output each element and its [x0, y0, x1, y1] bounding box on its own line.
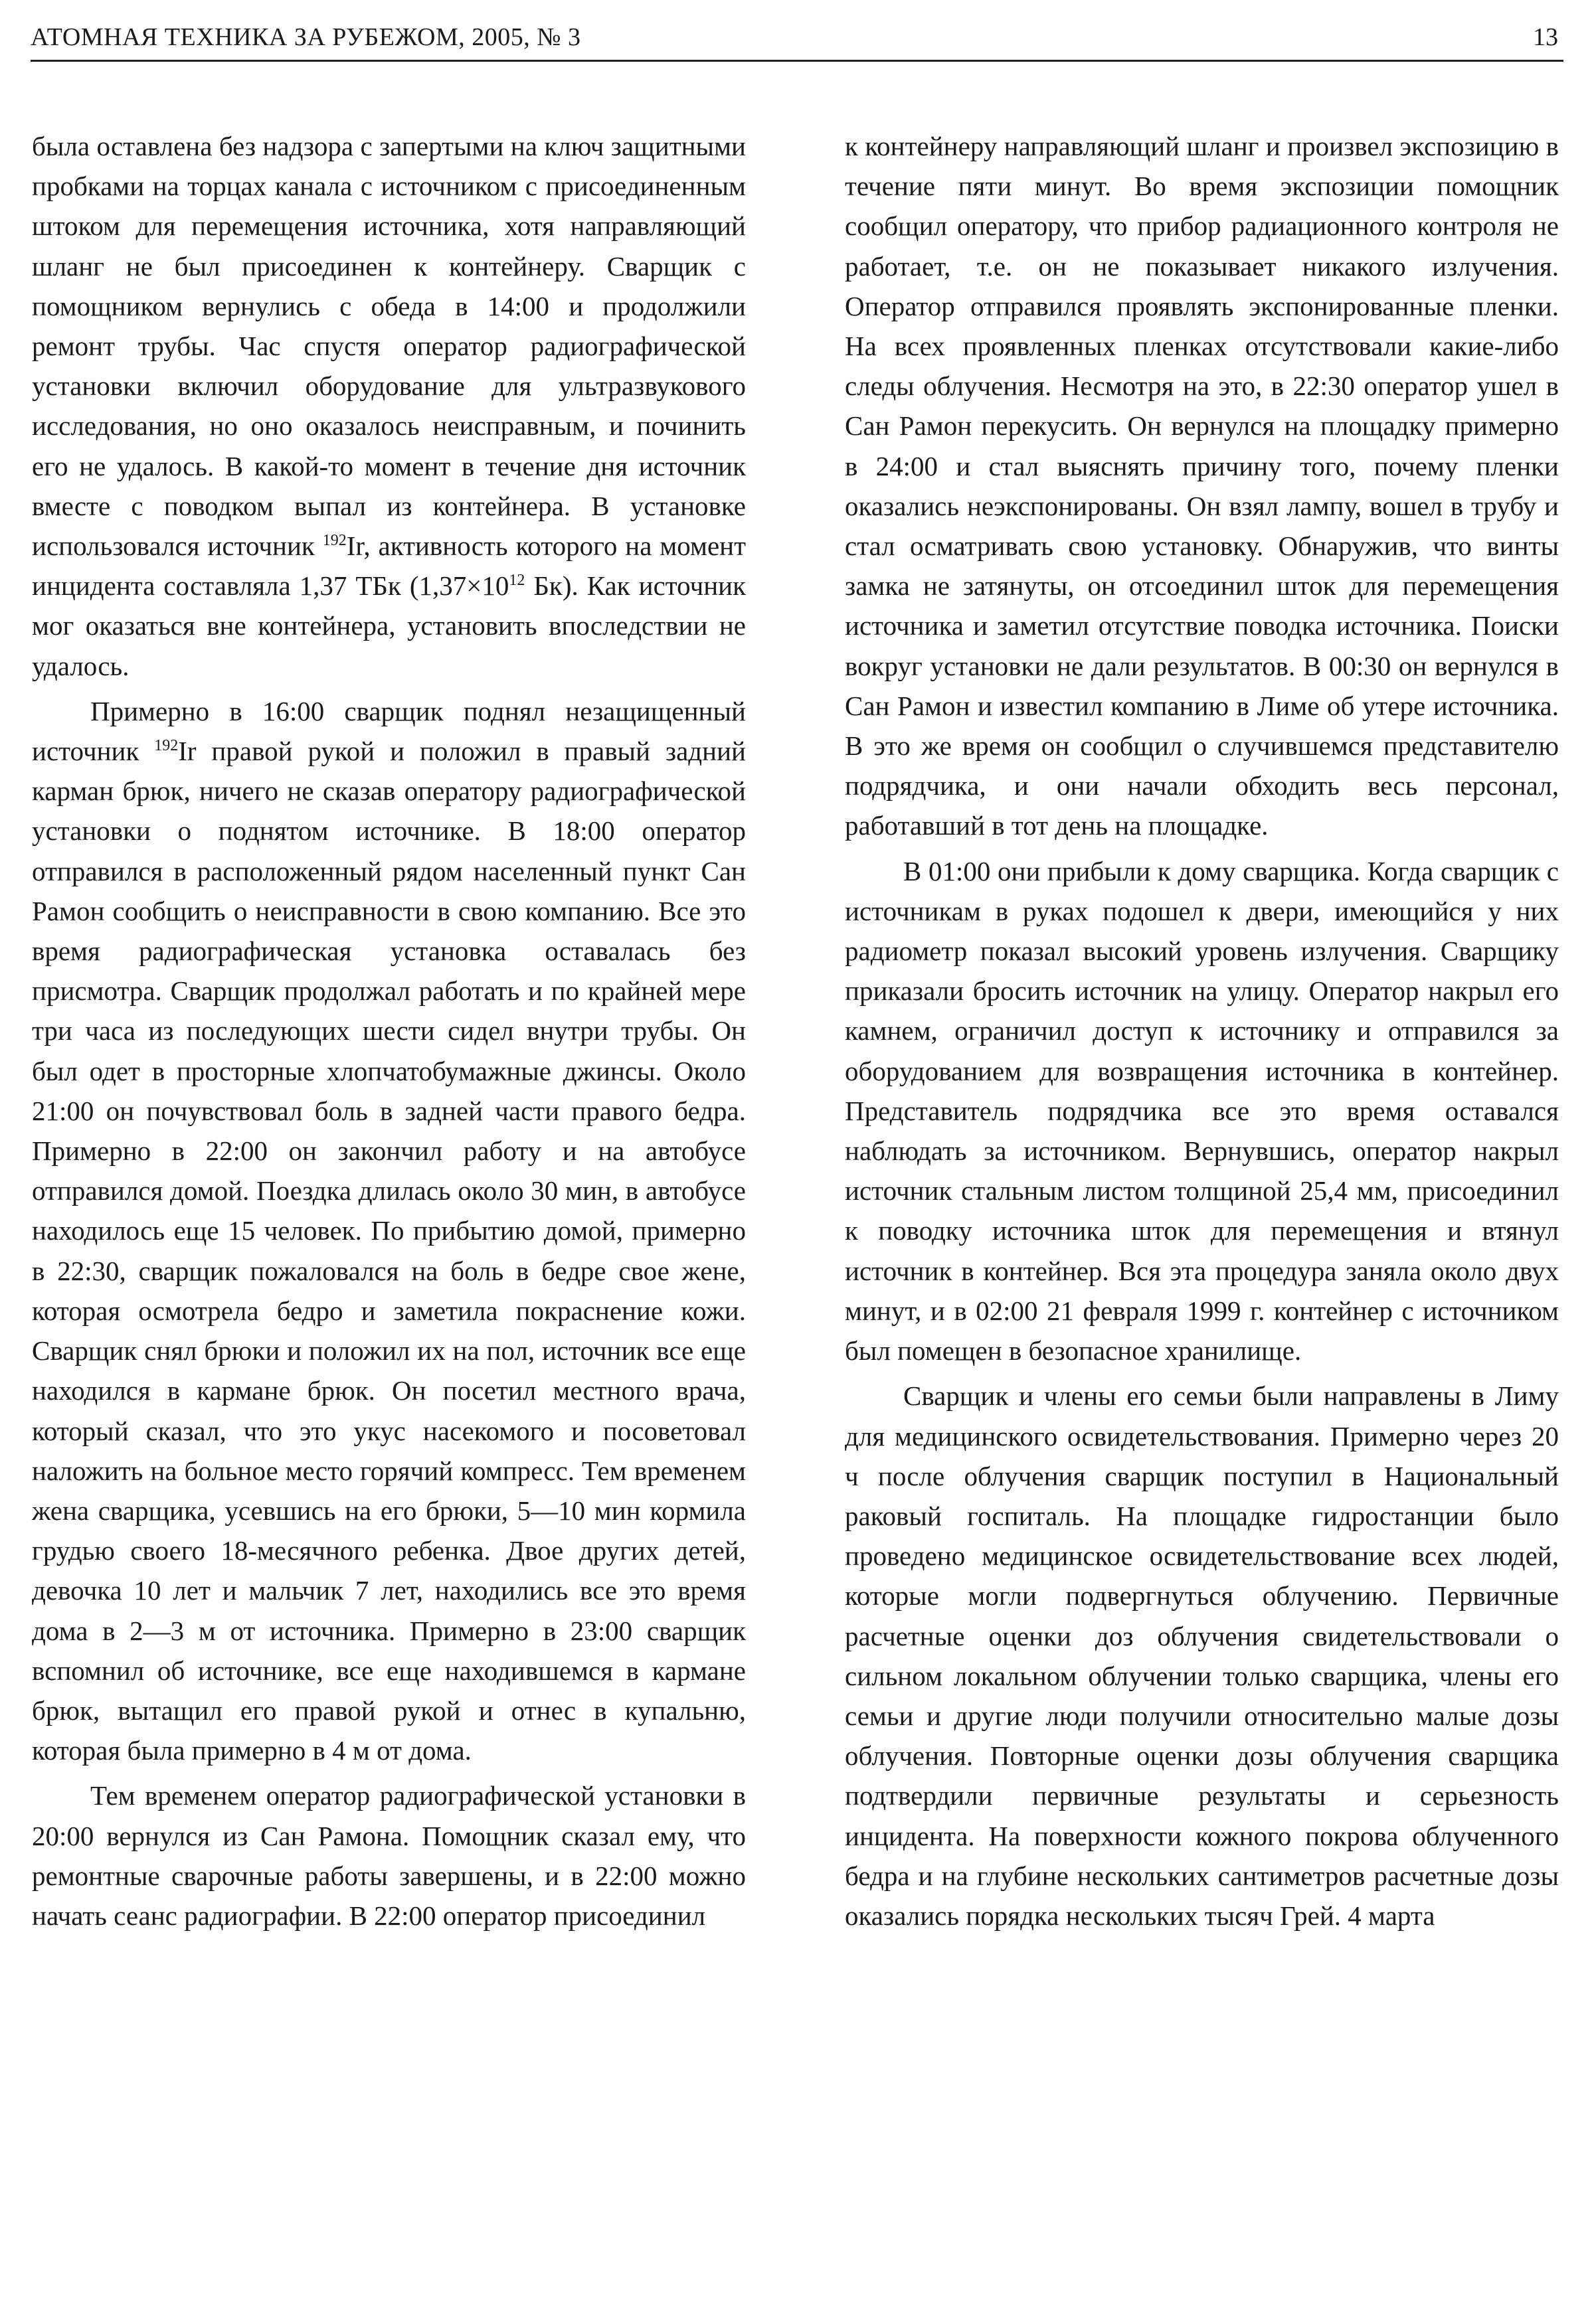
running-title: АТОМНАЯ ТЕХНИКА ЗА РУБЕЖОМ, 2005, № 3: [31, 23, 581, 51]
right-column: [845, 126, 1559, 2291]
paragraph: к контейнеру направляющий шланг и произвел экспозицию в течение пяти минут. Во время экспозиции помощник сообщил оператору, что прибор радиационного контроля не работает, т.е. он не показывает никакого излучения. Оператор отправился проявлять экспонированные пленки. На всех проявленных пленках отсутствовали какие-либо следы облучения. Несмотря на это, в 22:30 оператор ушел в Сан Рамон перекусить. Он вернулся на площадку примерно в 24:00 и стал выяснять причину того, почему пленки оказались неэкспонированы. Он взял лампу, вошел в трубу и стал осматривать свою установку. Обнаружив, что винты замка не затянуты, он отсоединил шток для перемещения источника и заметил отсутствие поводка источника. Поиски вокруг установки не дали результатов. В 00:30 он вернулся в Сан Рамон и известил компанию в Лиме об утере источника. В это же время он сообщил о случившемся представителю подрядчика, и они начали обходить весь персонал, работавший в тот день на площадке.: [845, 131, 1559, 841]
isotope-mass-number: 192: [154, 737, 179, 755]
paragraph: [32, 126, 746, 686]
page-number: 13: [1533, 23, 1558, 51]
text-run: Ir правой рукой и положил в правый задний карман брюк, ничего не сказав оператору радиографической установки о поднятом источнике. В 18:00 оператор отправился в расположенный рядом населенный пункт Сан Рамон сообщить о неисправности в свою компанию. Все это время радиографическая установка оставалась без присмотра. Сварщик продолжал работать и по крайней мере три часа из последующих шести сидел внутри трубы. Он был одет в просторные хлопчатобумажные джинсы. Около 21:00 он почувствовал боль в задней части правого бедра. Примерно в 22:00 он закончил работу и на автобусе отправился домой. Поездка длилась около 30 мин, в автобусе находилось еще 15 человек. По прибытию домой, примерно в 22:30, сварщик пожаловался на боль в бедре свое жене, которая осмотрела бедро и заметила покраснение кожи. Сварщик снял брюки и положил их на пол, источник все еще находился в кармане брюк. Он посетил местного врача, который сказал, что это укус насекомого и посоветовал наложить на больное место горячий компресс. Тем временем жена сварщика, усевшись на его брюки, 5—10 мин кормила грудью своего 18-месячного ребенка. Двое других детей, девочка 10 лет и мальчик 7 лет, находились все это время дома в 2—3 м от источника. Примерно в 23:00 сварщик вспомнил об источнике, все еще находившемся в кармане брюк, вытащил его правой рукой и отнес в купальню, которая была примерно в 4 м от дома.: [32, 736, 746, 1766]
paragraph: Тем временем оператор радиографической установки в 20:00 вернулся из Сан Рамона. Помощник сказал ему, что ремонтные сварочные работы завершены, и в 22:00 можно начать сеанс радиографии. В 22:00 оператор присоединил: [32, 1780, 746, 1931]
paragraph: Сварщик и члены его семьи были направлены в Лиму для медицинского освидетельствования. Примерно через 20 ч после облучения сварщик поступил в Национальный раковый госпиталь. На площадке гидростанции было проведено медицинское освидетельствование всех людей, которые могли подвергнуться облучению. Первичные расчетные оценки доз облучения свидетельствовали о сильном локальном облучении только сварщика, члены его семьи и другие люди получили относительно малые дозы облучения. Повторные оценки дозы облучения сварщика подтвердили первичные результаты и серьезность инцидента. На поверхности кожного покрова облученного бедра и на глубине нескольких сантиметров расчетные дозы оказались порядка нескольких тысяч Грей. 4 марта: [845, 1380, 1559, 1931]
text-run: Ir, активность которого на момент инцидента составляла 1,37 ТБк (1,37×10: [32, 531, 746, 602]
left-column: [32, 126, 746, 2291]
paragraph: [32, 691, 746, 1770]
text-run: Примерно в 16:00 сварщик поднял незащищенный источник: [32, 695, 746, 767]
paragraph: В 01:00 они прибыли к дому сварщика. Когда сварщик с источникам в руках подошел к двери, имеющийся у них радиометр показал высокий уровень излучения. Сварщику приказали бросить источник на улицу. Оператор накрыл его камнем, ограничил доступ к источнику и отправился за оборудованием для возвращения источника в контейнер. Представитель подрядчика все это время оставался наблюдать за источником. Вернувшись, оператор накрыл источник стальным листом толщиной 25,4 мм, присоединил к поводку источника шток для перемещения и втянул источник в контейнер. Вся эта процедура заняла около двух минут, и в 02:00 21 февраля 1999 г. контейнер с источником был помещен в безопасное хранилище.: [845, 855, 1559, 1367]
isotope-mass-number: 192: [322, 532, 347, 550]
text-run: была оставлена без надзора с запертыми на ключ защитными пробками на торцах канала с источником с присоединенным штоком для перемещения источника, хотя направляющий шланг не был присоединен к контейнеру. Сварщик с помощником вернулись с обеда в 14:00 и продолжили ремонт трубы. Час спустя оператор радиографической установки включил оборудование для ультразвукового исследования, но оно оказалось неисправным, и починить его не удалось. В какой-то момент в течение дня источник вместе с поводком выпал из контейнера. В установке использовался источник: [32, 131, 746, 562]
exponent: 12: [509, 572, 525, 590]
page-header: [31, 19, 1563, 62]
text-run: Бк). Как источник мог оказаться вне контейнера, установить впоследствии не удалось.: [32, 570, 746, 681]
